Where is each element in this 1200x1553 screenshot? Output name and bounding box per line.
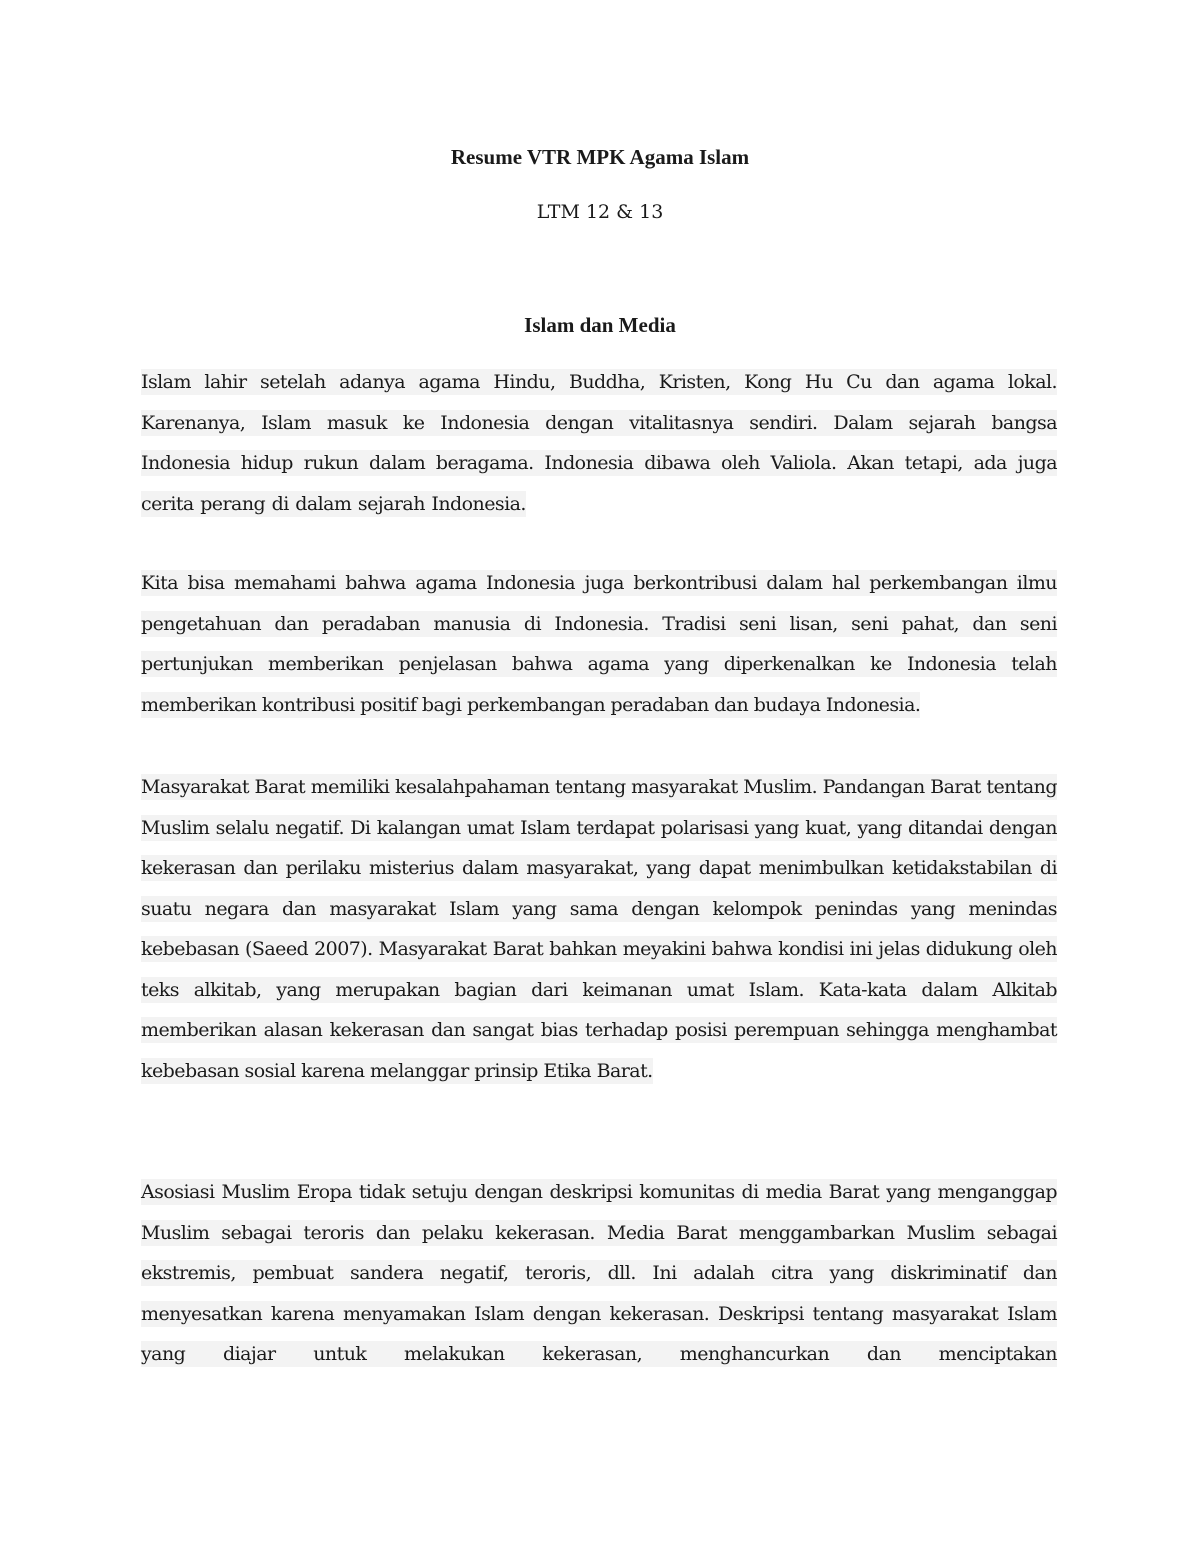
- paragraph-1: [141, 362, 1057, 524]
- paragraph-3-text: Masyarakat Barat memiliki kesalahpahaman tentang masyarakat Muslim. Pandangan Barat tentang Muslim selalu negatif. Di kalangan umat Islam terdapat polarisasi yang kuat, yang ditandai dengan kekerasan dan perilaku misterius dalam masyarakat, yang dapat menimbulkan ketidakstabilan di suatu negara dan masyarakat Islam yang sama dengan kelompok penindas yang menindas kebebasan (Saeed 2007). Masyarakat Barat bahkan meyakini bahwa kondisi ini jelas didukung oleh teks alkitab, yang merupakan bagian dari keimanan umat Islam. Kata-kata dalam Alkitab memberikan alasan kekerasan dan sangat bias terhadap posisi perempuan sehingga menghambat kebebasan sosial karena melanggar prinsip Etika Barat.: [141, 776, 1057, 1082]
- document-title: Resume VTR MPK Agama Islam: [450, 145, 750, 169]
- paragraph-3: [141, 767, 1057, 1091]
- section-heading: Islam dan Media: [524, 313, 676, 337]
- paragraph-4-text: Asosiasi Muslim Eropa tidak setuju dengan deskripsi komunitas di media Barat yang menganggap Muslim sebagai teroris dan pelaku kekerasan. Media Barat menggambarkan Muslim sebagai ekstremis, pembuat sandera negatif, teroris, dll. Ini adalah citra yang diskriminatif dan menyesatkan karena menyamakan Islam dengan kekerasan. Deskripsi tentang masyarakat Islam yang diajar untuk melakukan kekerasan, menghancurkan dan menciptakan: [141, 1181, 1057, 1365]
- document-subtitle: LTM 12 & 13: [536, 201, 664, 223]
- paragraph-2: [141, 563, 1057, 725]
- paragraph-4: [141, 1172, 1057, 1375]
- paragraph-1-text: Islam lahir setelah adanya agama Hindu, Buddha, Kristen, Kong Hu Cu dan agama lokal. Karenanya, Islam masuk ke Indonesia dengan vitalitasnya sendiri. Dalam sejarah bangsa Indonesia hidup rukun dalam beragama. Indonesia dibawa oleh Valiola. Akan tetapi, ada juga cerita perang di dalam sejarah Indonesia.: [141, 371, 1057, 515]
- paragraph-2-text: Kita bisa memahami bahwa agama Indonesia juga berkontribusi dalam hal perkembangan ilmu pengetahuan dan peradaban manusia di Indonesia. Tradisi seni lisan, seni pahat, dan seni pertunjukan memberikan penjelasan bahwa agama yang diperkenalkan ke Indonesia telah memberikan kontribusi positif bagi perkembangan peradaban dan budaya Indonesia.: [141, 572, 1057, 716]
